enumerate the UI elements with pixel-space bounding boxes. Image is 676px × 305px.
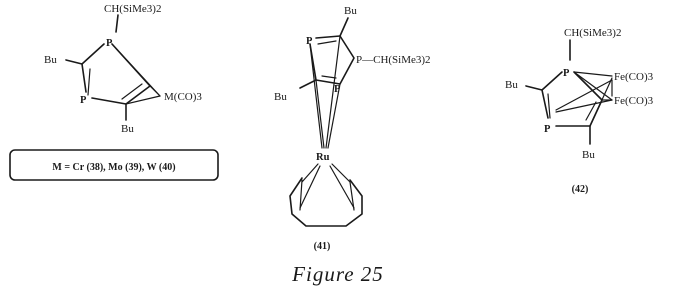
s41-phosphorus-middle: P bbox=[334, 84, 341, 95]
s41-phosphorus-substituent: P—CH(SiMe3)2 bbox=[356, 54, 431, 66]
s41-label: (41) bbox=[313, 241, 331, 252]
s38-metal-fragment: M(CO)3 bbox=[164, 91, 202, 103]
s41-substituent-top: Bu bbox=[344, 5, 357, 17]
figure-caption: Figure 25 bbox=[292, 262, 384, 286]
structure-41 bbox=[274, 5, 431, 252]
structure-38-40 bbox=[10, 3, 218, 180]
s38-phosphorus-bottom: P bbox=[80, 95, 87, 106]
s42-phosphorus-bottom: P bbox=[544, 124, 551, 135]
s38-substituent-bottom: Bu bbox=[121, 123, 134, 135]
s42-iron-upper: Fe(CO)3 bbox=[614, 71, 654, 83]
s42-phosphorus-top: P bbox=[563, 68, 570, 79]
s42-substituent-top: CH(SiMe3)2 bbox=[564, 27, 622, 39]
structure-42 bbox=[505, 27, 654, 195]
s38-phosphorus-top: P bbox=[106, 38, 113, 49]
s41-ruthenium: Ru bbox=[316, 152, 330, 163]
s42-iron-lower: Fe(CO)3 bbox=[614, 95, 654, 107]
s38-substituent-top: CH(SiMe3)2 bbox=[104, 3, 162, 15]
s42-label: (42) bbox=[571, 184, 589, 195]
s42-substituent-bottom: Bu bbox=[582, 149, 595, 161]
s41-phosphorus-left: P bbox=[306, 36, 313, 47]
s41-substituent-left: Bu bbox=[274, 91, 287, 103]
s42-substituent-left: Bu bbox=[505, 79, 518, 91]
s38-substituent-left: Bu bbox=[44, 54, 57, 66]
s38-label: M = Cr (38), Mo (39), W (40) bbox=[52, 162, 176, 173]
